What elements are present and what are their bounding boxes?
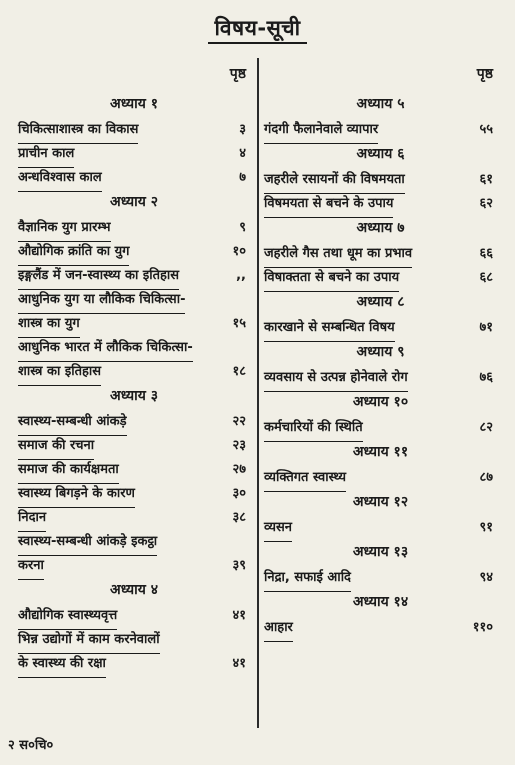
entry-title: इङ्गलैंड में जन-स्वास्थ्य का इतिहास xyxy=(18,264,179,290)
entry-page-number: ४१ xyxy=(232,608,246,623)
entry-title: आहार xyxy=(264,616,293,642)
toc-entry xyxy=(18,604,250,628)
page-number-header xyxy=(18,62,250,92)
entry-title: जहरीले रसायनों की विषमयता xyxy=(264,168,405,194)
chapter-label: अध्याय ११ xyxy=(352,444,409,460)
chapter-heading xyxy=(264,440,497,466)
entry-title: शास्त्र का युग xyxy=(18,312,80,338)
entry-page-number: ९ xyxy=(239,220,246,235)
entry-title: करना xyxy=(18,554,44,580)
toc-entry xyxy=(18,410,250,434)
toc-entry xyxy=(18,216,250,240)
toc-entry xyxy=(18,336,250,360)
toc-entry xyxy=(264,168,497,192)
chapter-label: अध्याय ६ xyxy=(356,146,405,162)
toc-entry xyxy=(264,242,497,266)
entry-title: चिकित्साशास्त्र का विकास xyxy=(18,118,138,144)
entry-title: भिन्न उद्योगों में काम करनेवालों xyxy=(18,628,160,654)
entry-page-number: ३० xyxy=(232,486,246,501)
toc-entry xyxy=(18,434,250,458)
entry-page-number: १५ xyxy=(232,316,246,331)
chapter-label: अध्याय १ xyxy=(110,96,158,112)
entry-title: व्यक्तिगत स्वास्थ्य xyxy=(264,466,346,492)
toc-entry xyxy=(18,652,250,676)
chapter-label: अध्याय १३ xyxy=(352,544,409,560)
entry-title: के स्वास्थ्य की रक्षा xyxy=(18,652,106,678)
toc-entry xyxy=(18,240,250,264)
chapter-label: अध्याय ३ xyxy=(110,388,158,404)
entry-title: कारखाने से सम्बन्धित विषय xyxy=(264,316,395,342)
footer-signature: २ स०चि० xyxy=(8,738,54,753)
chapter-label: अध्याय ५ xyxy=(356,96,405,112)
toc-entry xyxy=(264,266,497,290)
entry-title: प्राचीन काल xyxy=(18,142,74,168)
entry-page-number: ६२ xyxy=(479,196,493,211)
entry-page-number: ६१ xyxy=(479,172,493,187)
entry-page-number: २३ xyxy=(232,438,246,453)
entry-page-number: ३९ xyxy=(232,558,246,573)
chapter-heading xyxy=(18,384,250,410)
chapter-heading xyxy=(264,142,497,168)
chapter-heading xyxy=(264,92,497,118)
entry-title: शास्त्र का इतिहास xyxy=(18,360,101,386)
entry-page-number: ७६ xyxy=(479,370,493,385)
entry-title: आधुनिक भारत में लौकिक चिकित्सा- xyxy=(18,336,193,362)
entry-title: स्वास्थ्य-सम्बन्धी आंकड़े xyxy=(18,410,127,436)
entry-page-number: ६८ xyxy=(479,270,493,285)
page-title: विषय-सूची xyxy=(0,14,515,42)
toc-entry xyxy=(264,416,497,440)
entry-page-number: २२ xyxy=(232,414,246,429)
toc-entry xyxy=(264,316,497,340)
entry-title: अन्धविश्वास काल xyxy=(18,166,102,192)
entry-title: वैज्ञानिक युग प्रारम्भ xyxy=(18,216,111,242)
toc-entry xyxy=(18,530,250,554)
entry-page-number: २७ xyxy=(232,462,246,477)
toc-entry xyxy=(264,466,497,490)
entry-title: समाज की कार्यक्षमता xyxy=(18,458,119,484)
entry-page-number: ८७ xyxy=(479,470,493,485)
toc-entry xyxy=(18,142,250,166)
entry-page-number: १० xyxy=(232,244,246,259)
entry-page-number: ३८ xyxy=(232,510,246,525)
toc-entry xyxy=(264,118,497,142)
toc-entry xyxy=(18,118,250,142)
chapter-label: अध्याय १४ xyxy=(352,594,409,610)
toc-right-column xyxy=(264,62,497,640)
chapter-label: अध्याय ४ xyxy=(110,582,158,598)
toc-left-column xyxy=(18,62,250,676)
entry-page-number: ४ xyxy=(239,146,246,161)
chapter-heading xyxy=(18,578,250,604)
chapter-heading xyxy=(264,340,497,366)
toc-entry xyxy=(18,482,250,506)
toc-entry xyxy=(18,288,250,312)
toc-entry xyxy=(18,166,250,190)
toc-entry xyxy=(264,192,497,216)
chapter-heading xyxy=(18,92,250,118)
entry-page-number: ८२ xyxy=(479,420,493,435)
chapter-label: अध्याय १० xyxy=(352,394,409,410)
chapter-heading xyxy=(264,216,497,242)
entry-title: निदान xyxy=(18,506,46,532)
entry-title: औद्योगिक क्रांति का युग xyxy=(18,240,129,266)
chapter-heading xyxy=(18,190,250,216)
toc-entry xyxy=(264,566,497,590)
entry-title: स्वास्थ्य बिगड़ने के कारण xyxy=(18,482,135,508)
toc-entry xyxy=(264,516,497,540)
entry-page-number: ७१ xyxy=(479,320,493,335)
entry-page-number: ४१ xyxy=(232,656,246,671)
chapter-label: अध्याय १२ xyxy=(352,494,409,510)
page-number-header xyxy=(264,62,497,92)
toc-entry xyxy=(18,312,250,336)
entry-page-number: ७ xyxy=(239,170,246,185)
toc-entry xyxy=(264,366,497,390)
chapter-label: अध्याय ७ xyxy=(356,220,405,236)
column-divider xyxy=(257,58,259,728)
entry-page-number: ९४ xyxy=(479,570,493,585)
chapter-label: अध्याय २ xyxy=(110,194,158,210)
entry-title: समाज की रचना xyxy=(18,434,94,460)
toc-entry xyxy=(264,616,497,640)
entry-page-number: ५५ xyxy=(479,122,493,137)
entry-page-number: ६६ xyxy=(479,246,493,261)
chapter-heading xyxy=(264,490,497,516)
entry-title: निद्रा, सफाई आदि xyxy=(264,566,351,592)
chapter-heading xyxy=(264,290,497,316)
toc-entry xyxy=(18,264,250,288)
chapter-label: अध्याय ८ xyxy=(356,294,405,310)
entry-page-number: ११० xyxy=(472,620,493,635)
entry-title: व्यवसाय से उत्पन्न होनेवाले रोग xyxy=(264,366,408,392)
entry-title: व्यसन xyxy=(264,516,292,542)
entry-page-number: ,, xyxy=(236,268,246,283)
entry-title: जहरीले गैस तथा धूम का प्रभाव xyxy=(264,242,412,268)
toc-entry xyxy=(18,458,250,482)
entry-title: विषाक्तता से बचने का उपाय xyxy=(264,266,399,292)
entry-title: औद्योगिक स्वास्थ्यवृत्त xyxy=(18,604,117,630)
entry-page-number: ३ xyxy=(239,122,246,137)
toc-entry xyxy=(18,554,250,578)
page-header-label: पृष्ठ xyxy=(229,66,246,82)
entry-title: आधुनिक युग या लौकिक चिकित्सा- xyxy=(18,288,185,314)
chapter-heading xyxy=(264,590,497,616)
entry-title: गंदगी फैलानेवाले व्यापार xyxy=(264,118,378,144)
toc-entry xyxy=(18,628,250,652)
chapter-label: अध्याय ९ xyxy=(356,344,405,360)
chapter-heading xyxy=(264,390,497,416)
toc-entry xyxy=(18,506,250,530)
entry-title: विषमयता से बचने के उपाय xyxy=(264,192,393,218)
entry-page-number: १८ xyxy=(232,364,246,379)
chapter-heading xyxy=(264,540,497,566)
toc-entry xyxy=(18,360,250,384)
entry-page-number: ९१ xyxy=(479,520,493,535)
entry-title: कर्मचारियों की स्थिति xyxy=(264,416,363,442)
entry-title: स्वास्थ्य-सम्बन्धी आंकड़े इकट्ठा xyxy=(18,530,157,556)
page-header-label: पृष्ठ xyxy=(476,66,493,82)
